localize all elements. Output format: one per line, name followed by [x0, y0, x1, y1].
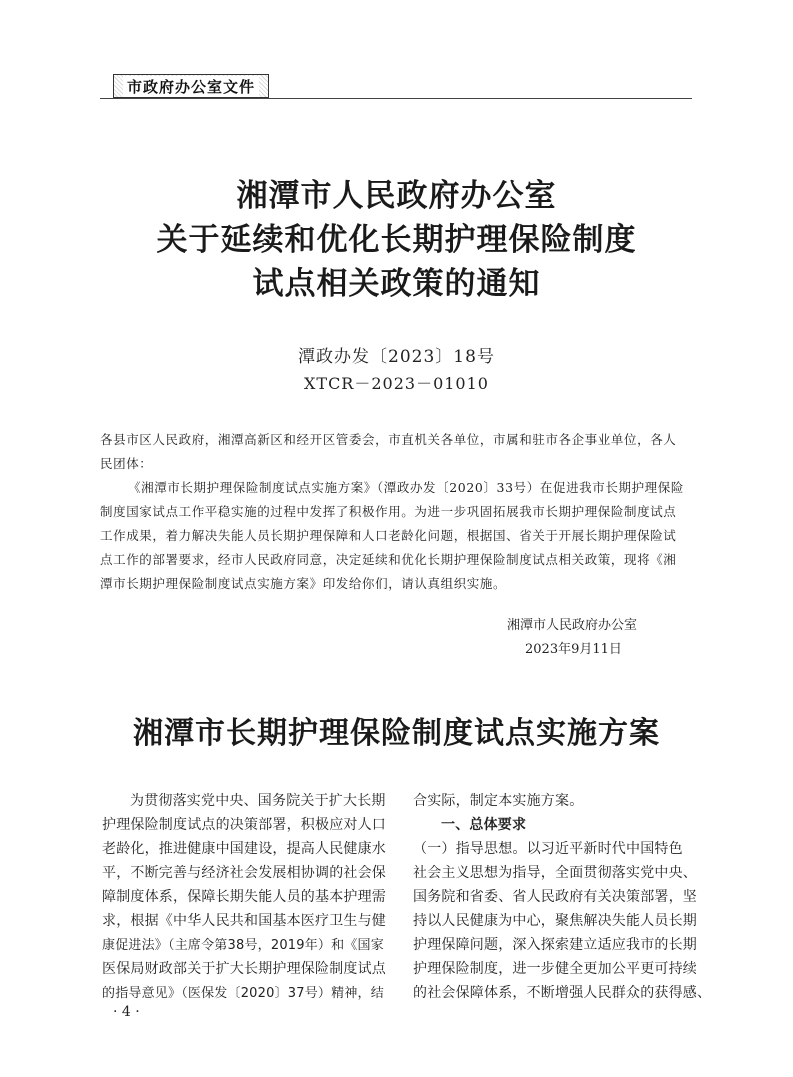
right-column-line: 护理保险制度，进一步健全更加公平更可持续 [413, 961, 697, 977]
left-column-line: 康促进法》（主席令第38号，2019年）和《国家 [102, 938, 384, 953]
left-column-line: 求，根据《中华人民共和国基本医疗卫生与健 [102, 913, 386, 929]
header-divider [100, 98, 692, 99]
section-header-label: 市政府办公室文件 [123, 76, 259, 97]
right-column-line: （一）指导思想。以习近平新时代中国特色 [413, 841, 683, 857]
section-heading-general-requirements: 一、总体要求 [441, 817, 527, 833]
page-number: · 4 · [113, 1004, 140, 1020]
body-line-2: 制度国家试点工作平稳实施的过程中发挥了积极作用。为进一步巩固拓展我市长期护理保险制度试点 [100, 504, 677, 519]
signature-org: 湘潭市人民政府办公室 [507, 618, 638, 633]
addressee-line-2: 民团体： [100, 456, 153, 471]
left-column-line: 平，不断完善与经济社会发展相协调的社会保 [102, 865, 386, 881]
body-line-1: 《湘潭市长期护理保险制度试点实施方案》（潭政办发〔2020〕33号）在促进我市长期护理保险 [128, 480, 684, 495]
right-column-line: 持以人民健康为中心，聚焦解决失能人员长期 [413, 913, 697, 929]
right-column-line: 的社会保障体系，不断增强人民群众的获得感、 [413, 985, 712, 1001]
left-column-line: 为贯彻落实党中央、国务院关于扩大长期 [130, 793, 386, 809]
section-header-tag [113, 74, 269, 98]
body-line-4: 点工作的部署要求，经市人民政府同意，决定延续和优化长期护理保险制度试点相关政策，现将《湘 [100, 552, 677, 567]
plan-title: 湘潭市长期护理保险制度试点实施方案 [133, 716, 660, 751]
body-line-5: 潭市长期护理保险制度试点实施方案》印发给你们，请认真组织实施。 [100, 576, 507, 591]
left-column-line: 障制度体系，保障长期失能人员的基本护理需 [102, 889, 386, 905]
document-number: 潭政办发〔2023〕18号 [298, 347, 495, 367]
left-column-line: 老龄化，推进健康中国建设，提高人民健康水 [102, 841, 386, 857]
left-column-line: 医保局财政部关于扩大长期护理保险制度试点 [102, 961, 386, 977]
right-column-line: 国务院和省委、省人民政府有关决策部署，坚 [413, 889, 697, 905]
notice-title-line-2: 关于延续和优化长期护理保险制度 [156, 222, 637, 258]
addressee-line-1: 各县市区人民政府，湘潭高新区和经开区管委会，市直机关各单位，市属和驻市各企事业单位，各人 [100, 432, 677, 447]
body-line-3: 工作成果，着力解决失能人员长期护理保障和人口老龄化问题，根据国、省关于开展长期护理保险试 [100, 528, 677, 543]
left-column-line: 的指导意见》（医保发〔2020〕37号）精神，结 [102, 986, 384, 1001]
document-code: XTCR－2023－01010 [304, 374, 489, 393]
notice-title-line-1: 湘潭市人民政府办公室 [236, 178, 557, 214]
right-column-line: 护理保障问题，深入探索建立适应我市的长期 [413, 937, 697, 953]
signature-date: 2023年9月11日 [525, 642, 622, 657]
notice-title-line-3: 试点相关政策的通知 [252, 266, 541, 302]
right-column-line: 合实际，制定本实施方案。 [413, 793, 584, 809]
right-column-line: 社会主义思想为指导，全面贯彻落实党中央、 [413, 865, 697, 881]
left-column-line: 护理保险制度试点的决策部署，积极应对人口 [102, 817, 386, 833]
